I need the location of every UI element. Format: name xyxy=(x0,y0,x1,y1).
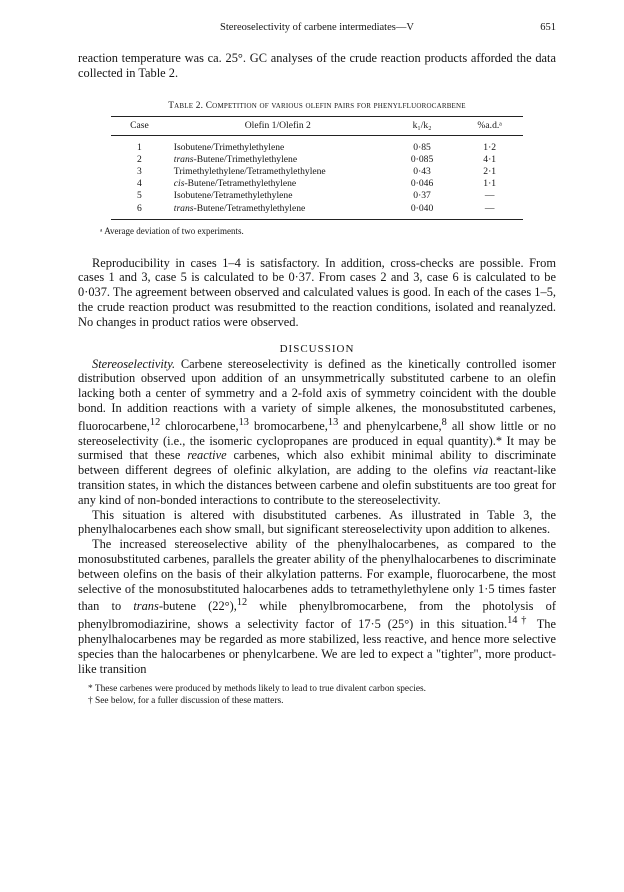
cell-olefin xyxy=(168,165,388,177)
table-caption xyxy=(111,101,523,111)
table-row xyxy=(111,165,523,177)
table-grid xyxy=(111,116,523,220)
discussion-paragraph-1 xyxy=(78,357,556,508)
footnote-asterisk: * These carbenes were produced by methods likely to lead to true divalent carbon species. xyxy=(88,683,426,694)
cell-avg-dev: 2·1 xyxy=(483,165,497,177)
text-run: chlorocarbene, xyxy=(160,418,239,433)
cell-olefin xyxy=(168,202,388,219)
running-title: Stereoselectivity of carbene intermediates—V xyxy=(220,22,414,33)
col-header-k-ratio: k₁/k₂ xyxy=(412,119,432,131)
text-run: The phenylhalocarbenes may be regarded as more stabilized, less reactive, and hence more selective species than the halocarbenes or phenylcarbene. We are led to expect a "tighter", more product-like transition xyxy=(78,617,557,676)
olefin-pair: Trimethylethylene/Tetramethylethylene xyxy=(173,165,326,177)
emphasis: reactive xyxy=(187,448,227,463)
cell-avg-dev: — xyxy=(484,190,495,202)
table-row xyxy=(111,178,523,190)
running-head xyxy=(78,22,556,38)
table-row xyxy=(111,153,523,165)
cell-avg-dev: 1·1 xyxy=(483,178,497,190)
text-run: all show little or no stereoselectivity (i.e., the isomeric cyclopropanes are produced in equal quantity).* It may be surmised that these xyxy=(78,418,557,463)
text-run: carbenes, which also exhibit minimal ability to discriminate between different degrees of olefinic alkylation, are adding to the olefins xyxy=(78,448,556,478)
text-run: bromocarbene, xyxy=(248,418,328,433)
cell-k-ratio: 0·085 xyxy=(410,153,434,165)
olefin-pair: Isobutene/Tetramethylethylene xyxy=(173,190,293,202)
cell-case: 4 xyxy=(136,178,142,190)
emphasis: trans xyxy=(133,599,159,614)
col-header-avg-dev: %a.d.ᵃ xyxy=(477,119,502,131)
cell-avg-dev: 1·2 xyxy=(483,141,497,153)
cell-olefin xyxy=(168,153,388,165)
cell-case: 6 xyxy=(136,202,142,214)
table-2 xyxy=(111,101,523,220)
text-run: reactant-like transition states, in which the distances between carbene and olefin substituents are too great for any kind of non-bonded interactions to contribute to the stereoselectivity. xyxy=(78,463,557,507)
olefin-pair: -Butene/Tetramethylethylene xyxy=(184,178,297,190)
reference-mark: 8 xyxy=(441,416,447,428)
olefin-pair: -Butene/Tetramethylethylene xyxy=(193,202,306,214)
cell-k-ratio: 0·37 xyxy=(413,190,431,202)
text-run: while phenylbromocarbene, from the photolysis of phenylbromodiazirine, shows a selectivity factor of 17·5 (25°) in this situation. xyxy=(78,599,557,632)
emphasis: via xyxy=(473,463,489,478)
cell-olefin xyxy=(168,135,388,153)
cell-case: 2 xyxy=(136,153,142,165)
text-run: Carbene stereoselectivity is defined as the kinetically controlled isomer distribution observed upon addition of an unsymmetrically substituted carbene to an olefin lacking both a center of symmetry and a 2-fold axis of symmetry coincident with the double bond. In addition reactions with a variety of simple alkenes, the monosubstituted carbenes, fluorocarbene, xyxy=(78,356,556,433)
reference-mark: 14† xyxy=(507,615,531,627)
table-header-row xyxy=(111,116,523,135)
cell-avg-dev: — xyxy=(484,202,495,214)
col-header-case: Case xyxy=(130,119,149,131)
olefin-pair: -Butene/Trimethylethylene xyxy=(193,153,298,165)
cell-case: 1 xyxy=(136,141,142,153)
table-body xyxy=(111,135,523,219)
table-row xyxy=(111,202,523,219)
cell-olefin xyxy=(168,178,388,190)
discussion-heading: DISCUSSION xyxy=(279,342,355,355)
cell-avg-dev: 4·1 xyxy=(483,153,497,165)
col-header-olefin: Olefin 1/Olefin 2 xyxy=(244,119,311,131)
olefin-prefix: trans xyxy=(173,202,194,214)
reference-mark: 12 xyxy=(236,597,248,609)
page-footnotes xyxy=(78,683,556,707)
run-in-heading: Stereoselectivity. xyxy=(92,356,176,371)
page-number: 651 xyxy=(540,22,556,33)
reference-mark: 13 xyxy=(327,416,339,428)
cell-k-ratio: 0·85 xyxy=(413,141,431,153)
cell-k-ratio: 0·43 xyxy=(413,165,431,177)
paper-page xyxy=(78,22,556,707)
reference-mark: 13 xyxy=(238,416,249,428)
table-caption-text: Competition of various olefin pairs for phenylfluorocarbene xyxy=(205,100,466,111)
olefin-pair: Isobutene/Trimethylethylene xyxy=(173,141,285,153)
cell-case: 3 xyxy=(136,165,142,177)
table-caption-prefix: Table 2. xyxy=(168,100,204,111)
olefin-prefix: trans xyxy=(173,153,194,165)
cell-olefin xyxy=(168,190,388,202)
table-row xyxy=(111,190,523,202)
footnote-dagger: † See below, for a fuller discussion of these matters. xyxy=(88,695,284,706)
discussion-paragraph-2: This situation is altered with disubstituted carbenes. As illustrated in Table 3, the phenylhalocarbenes each show small, but significant stereoselectivity upon addition to alkenes. xyxy=(78,507,556,537)
text-run: and phenylcarbene, xyxy=(338,418,442,433)
reproducibility-paragraph: Reproducibility in cases 1–4 is satisfactory. In addition, cross-checks are possible. From cases 1 and 3, case 5 is calculated to be 0·37. From cases 2 and 3, case 6 is calculated to be 0·037. The agreement between observed and calculated values is good. In each of the cases 1–5, the crude reaction product was resubmitted to the reaction conditions, isolated and reanalyzed. No changes in product ratios were observed. xyxy=(78,255,556,329)
text-run: The increased stereoselective ability of the phenylhalocarbenes, as compared to the monosubstituted carbenes, parallels the greater ability of the phenylhalocarbenes to discriminate between olefins on the basis of their alkylation patterns. For example, fluorocarbene, the most selective of the monosubstituted halocarbenes adds to tetramethylethylene only 1·5 times faster than to xyxy=(78,537,556,614)
reference-mark: 12 xyxy=(149,416,161,428)
discussion-paragraph-3 xyxy=(78,537,556,676)
olefin-prefix: cis xyxy=(173,178,185,190)
cell-k-ratio: 0·046 xyxy=(410,178,434,190)
table-footnote: ᵃ Average deviation of two experiments. xyxy=(100,225,244,236)
cell-case: 5 xyxy=(136,190,142,202)
intro-paragraph: reaction temperature was ca. 25°. GC analyses of the crude reaction products afforded the data collected in Table 2. xyxy=(78,51,556,80)
text-run: -butene (22°), xyxy=(158,599,237,614)
table-row xyxy=(111,135,523,153)
cell-k-ratio: 0·040 xyxy=(410,202,434,214)
